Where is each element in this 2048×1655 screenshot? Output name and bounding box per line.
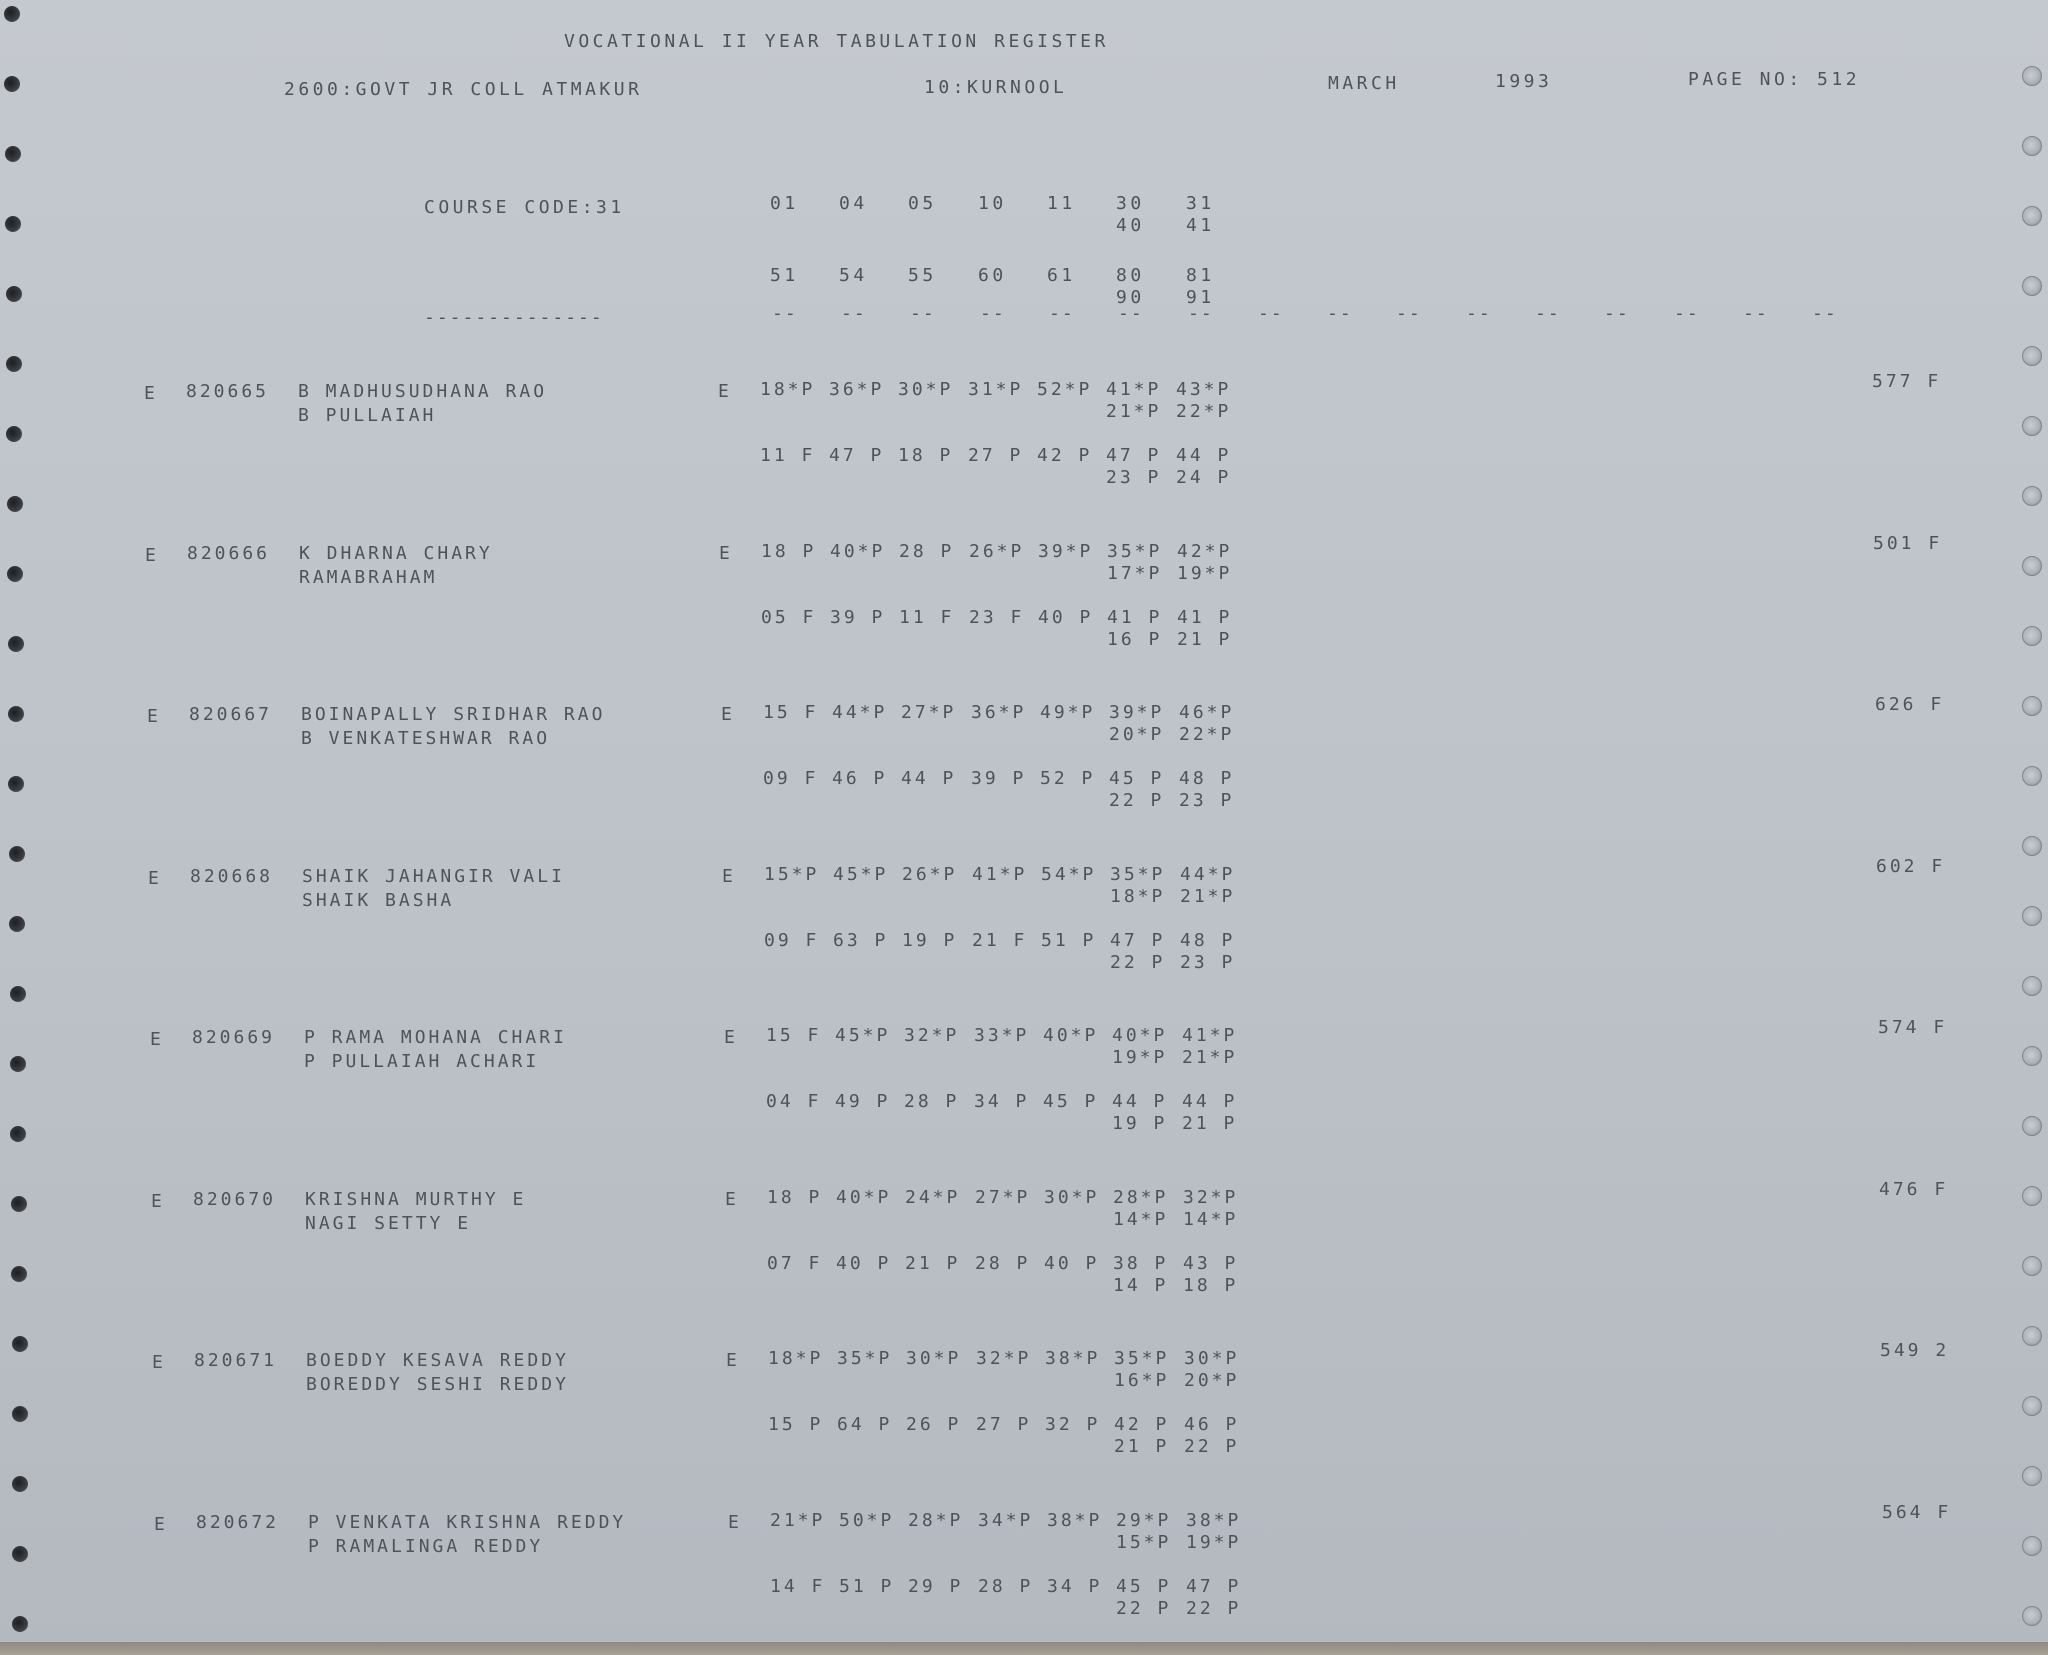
feed-hole	[6, 356, 22, 372]
subject-code: 30	[1116, 193, 1145, 214]
feed-hole	[2022, 206, 2042, 226]
feed-hole	[12, 1476, 28, 1492]
mark-cell: 21*P	[1106, 401, 1162, 422]
subject-code: 61	[1047, 265, 1076, 286]
mark-cell: 44 P	[901, 768, 957, 789]
total-result: 602 F	[1876, 856, 1946, 877]
feed-hole	[2022, 136, 2042, 156]
parent-name: P PULLAIAH ACHARI	[304, 1051, 540, 1072]
name-column-rule: --------------	[424, 307, 604, 328]
mark-cell: 40*P	[1112, 1025, 1168, 1046]
left-feed-holes	[0, 0, 40, 1655]
mark-cell: 21 P	[1182, 1113, 1238, 1134]
feed-hole	[2022, 1536, 2042, 1556]
feed-hole	[2022, 556, 2042, 576]
medium-code: E	[719, 543, 733, 564]
subject-code: 91	[1186, 287, 1215, 308]
mark-cell: 54*P	[1041, 864, 1097, 885]
mark-cell: 38*P	[1186, 1510, 1242, 1531]
mark-cell: 22 P	[1186, 1598, 1242, 1619]
parent-name: NAGI SETTY E	[305, 1213, 472, 1234]
mark-cell: 40*P	[830, 541, 886, 562]
feed-hole	[4, 6, 20, 22]
feed-hole	[11, 1266, 27, 1282]
mark-cell: 23 P	[1179, 790, 1235, 811]
mark-cell: 30*P	[1044, 1187, 1100, 1208]
feed-hole	[2022, 626, 2042, 646]
feed-hole	[2022, 1396, 2042, 1416]
mark-cell: 46 P	[832, 768, 888, 789]
mark-cell: 05 F	[761, 607, 817, 628]
student-name: B MADHUSUDHANA RAO	[298, 381, 548, 402]
column-rule: --	[841, 303, 867, 324]
mark-cell: 15 F	[763, 702, 819, 723]
mark-cell: 63 P	[833, 930, 889, 951]
feed-hole	[2022, 696, 2042, 716]
feed-hole	[5, 216, 21, 232]
mark-cell: 21*P	[1182, 1047, 1238, 1068]
mark-cell: 16 P	[1107, 629, 1163, 650]
subject-code: 04	[839, 193, 868, 214]
mark-cell: 45 P	[1043, 1091, 1099, 1112]
mark-cell: 40*P	[1043, 1025, 1099, 1046]
mark-cell: 15 F	[766, 1025, 822, 1046]
mark-cell: 44*P	[1180, 864, 1236, 885]
parent-name: B VENKATESHWAR RAO	[301, 728, 551, 749]
mark-cell: 52 P	[1040, 768, 1096, 789]
mark-cell: 20*P	[1184, 1370, 1240, 1391]
feed-hole	[11, 1196, 27, 1212]
mark-cell: 26*P	[969, 541, 1025, 562]
roll-number: 820665	[186, 381, 270, 402]
mark-cell: 17*P	[1107, 563, 1163, 584]
mark-cell: 26*P	[902, 864, 958, 885]
mark-cell: 15*P	[764, 864, 820, 885]
medium-code: E	[726, 1350, 740, 1371]
mark-cell: 45*P	[835, 1025, 891, 1046]
mark-cell: 28 P	[904, 1091, 960, 1112]
mark-cell: 28 P	[978, 1576, 1034, 1597]
mark-cell: 43 P	[1183, 1253, 1239, 1274]
mark-cell: 44 P	[1176, 445, 1232, 466]
mark-cell: 18 P	[761, 541, 817, 562]
mark-cell: 21 P	[1114, 1436, 1170, 1457]
column-rule: --	[1535, 303, 1561, 324]
mark-cell: 27*P	[975, 1187, 1031, 1208]
mark-cell: 29*P	[1116, 1510, 1172, 1531]
student-name: K DHARNA CHARY	[299, 543, 493, 564]
medium-code: E	[718, 381, 732, 402]
page-number: PAGE NO: 512	[1688, 69, 1861, 90]
roll-number: 820667	[189, 704, 273, 725]
roll-number: 820671	[194, 1350, 278, 1371]
subject-code: 11	[1047, 193, 1076, 214]
mark-cell: 07 F	[767, 1253, 823, 1274]
feed-hole	[6, 426, 22, 442]
mark-cell: 38 P	[1113, 1253, 1169, 1274]
mark-cell: 41 P	[1177, 607, 1233, 628]
mark-cell: 36*P	[829, 379, 885, 400]
mark-cell: 28 P	[899, 541, 955, 562]
mark-cell: 32*P	[904, 1025, 960, 1046]
mark-cell: 19*P	[1177, 563, 1233, 584]
feed-hole	[2022, 1116, 2042, 1136]
college-name: 2600:GOVT JR COLL ATMAKUR	[284, 79, 643, 100]
mark-cell: 18*P	[768, 1348, 824, 1369]
mark-cell: 31*P	[968, 379, 1024, 400]
mark-cell: 41*P	[1182, 1025, 1238, 1046]
feed-hole	[2022, 906, 2042, 926]
mark-cell: 47 P	[1186, 1576, 1242, 1597]
parent-name: RAMABRAHAM	[299, 567, 438, 588]
parent-name: BOREDDY SESHI REDDY	[306, 1374, 569, 1395]
mark-cell: 32 P	[1045, 1414, 1101, 1435]
subject-code: 10	[978, 193, 1007, 214]
subject-code: 90	[1116, 287, 1145, 308]
mark-cell: 16*P	[1114, 1370, 1170, 1391]
mark-cell: 34*P	[978, 1510, 1034, 1531]
subject-code: 41	[1186, 215, 1215, 236]
feed-hole	[2022, 416, 2042, 436]
mark-cell: 41*P	[972, 864, 1028, 885]
mark-cell: 41*P	[1106, 379, 1162, 400]
mark-cell: 19*P	[1186, 1532, 1242, 1553]
mark-cell: 27 P	[976, 1414, 1032, 1435]
mark-cell: 24 P	[1176, 467, 1232, 488]
feed-hole	[8, 706, 24, 722]
mark-cell: 11 F	[899, 607, 955, 628]
column-rule: --	[1396, 303, 1422, 324]
mark-cell: 21*P	[1180, 886, 1236, 907]
feed-hole	[2022, 346, 2042, 366]
stream-code: E	[154, 1514, 168, 1535]
student-name: P VENKATA KRISHNA REDDY	[308, 1512, 627, 1533]
mark-cell: 42 P	[1114, 1414, 1170, 1435]
column-rule: --	[772, 303, 798, 324]
feed-hole	[2022, 486, 2042, 506]
stream-code: E	[144, 383, 158, 404]
mark-cell: 23 F	[969, 607, 1025, 628]
mark-cell: 15 P	[768, 1414, 824, 1435]
subject-code: 51	[770, 265, 799, 286]
roll-number: 820670	[193, 1189, 277, 1210]
student-name: BOINAPALLY SRIDHAR RAO	[301, 704, 606, 725]
mark-cell: 39 P	[971, 768, 1027, 789]
mark-cell: 21*P	[770, 1510, 826, 1531]
feed-hole	[2022, 976, 2042, 996]
mark-cell: 18 P	[767, 1187, 823, 1208]
mark-cell: 49*P	[1040, 702, 1096, 723]
mark-cell: 34 P	[1047, 1576, 1103, 1597]
mark-cell: 44 P	[1182, 1091, 1238, 1112]
parent-name: B PULLAIAH	[298, 405, 437, 426]
column-rule: --	[980, 303, 1006, 324]
total-result: 577 F	[1872, 371, 1942, 392]
feed-hole	[2022, 276, 2042, 296]
mark-cell: 28 P	[975, 1253, 1031, 1274]
medium-code: E	[721, 704, 735, 725]
mark-cell: 15*P	[1116, 1532, 1172, 1553]
mark-cell: 22 P	[1110, 952, 1166, 973]
mark-cell: 35*P	[1107, 541, 1163, 562]
stream-code: E	[145, 545, 159, 566]
mark-cell: 35*P	[837, 1348, 893, 1369]
district-name: 10:KURNOOL	[924, 77, 1068, 98]
column-rule: --	[1049, 303, 1075, 324]
mark-cell: 36*P	[971, 702, 1027, 723]
feed-hole	[5, 146, 21, 162]
mark-cell: 19 P	[902, 930, 958, 951]
feed-hole	[12, 1406, 28, 1422]
medium-code: E	[722, 866, 736, 887]
mark-cell: 34 P	[974, 1091, 1030, 1112]
feed-hole	[7, 496, 23, 512]
feed-hole	[12, 1336, 28, 1352]
mark-cell: 19 P	[1112, 1113, 1168, 1134]
mark-cell: 21 F	[972, 930, 1028, 951]
mark-cell: 44*P	[832, 702, 888, 723]
column-rule: --	[1812, 303, 1838, 324]
mark-cell: 27*P	[901, 702, 957, 723]
mark-cell: 18*P	[760, 379, 816, 400]
mark-cell: 51 P	[1041, 930, 1097, 951]
mark-cell: 45 P	[1109, 768, 1165, 789]
mark-cell: 41 P	[1107, 607, 1163, 628]
mark-cell: 20*P	[1109, 724, 1165, 745]
student-name: SHAIK JAHANGIR VALI	[302, 866, 565, 887]
feed-hole	[12, 1546, 28, 1562]
total-result: 626 F	[1875, 694, 1945, 715]
roll-number: 820672	[196, 1512, 280, 1533]
medium-code: E	[728, 1512, 742, 1533]
column-rule: --	[1118, 303, 1144, 324]
stream-code: E	[147, 706, 161, 727]
mark-cell: 48 P	[1180, 930, 1236, 951]
mark-cell: 14 F	[770, 1576, 826, 1597]
mark-cell: 32*P	[1183, 1187, 1239, 1208]
column-rule: --	[1466, 303, 1492, 324]
mark-cell: 26 P	[906, 1414, 962, 1435]
column-rule: --	[1258, 303, 1284, 324]
parent-name: SHAIK BASHA	[302, 890, 455, 911]
mark-cell: 35*P	[1114, 1348, 1170, 1369]
mark-cell: 47 P	[1106, 445, 1162, 466]
feed-hole	[2022, 1466, 2042, 1486]
stream-code: E	[150, 1029, 164, 1050]
stream-code: E	[151, 1191, 165, 1212]
feed-hole	[12, 1616, 28, 1632]
mark-cell: 35*P	[1110, 864, 1166, 885]
mark-cell: 24*P	[905, 1187, 961, 1208]
mark-cell: 51 P	[839, 1576, 895, 1597]
mark-cell: 19*P	[1112, 1047, 1168, 1068]
feed-hole	[8, 636, 24, 652]
mark-cell: 50*P	[839, 1510, 895, 1531]
mark-cell: 28*P	[1113, 1187, 1169, 1208]
mark-cell: 27 P	[968, 445, 1024, 466]
mark-cell: 40 P	[1038, 607, 1094, 628]
mark-cell: 21 P	[1177, 629, 1233, 650]
mark-cell: 47 P	[829, 445, 885, 466]
mark-cell: 48 P	[1179, 768, 1235, 789]
mark-cell: 22*P	[1179, 724, 1235, 745]
feed-hole	[8, 776, 24, 792]
column-rule: --	[910, 303, 936, 324]
feed-hole	[2022, 1186, 2042, 1206]
subject-code: 54	[839, 265, 868, 286]
feed-hole	[2022, 766, 2042, 786]
feed-hole	[10, 986, 26, 1002]
feed-hole	[2022, 1606, 2042, 1626]
mark-cell: 38*P	[1045, 1348, 1101, 1369]
roll-number: 820666	[187, 543, 271, 564]
feed-hole	[2022, 1046, 2042, 1066]
mark-cell: 09 F	[764, 930, 820, 951]
mark-cell: 64 P	[837, 1414, 893, 1435]
mark-cell: 44 P	[1112, 1091, 1168, 1112]
mark-cell: 46 P	[1184, 1414, 1240, 1435]
feed-hole	[2022, 1256, 2042, 1276]
mark-cell: 40 P	[836, 1253, 892, 1274]
mark-cell: 30*P	[898, 379, 954, 400]
total-result: 549 2	[1880, 1340, 1950, 1361]
register-title: VOCATIONAL II YEAR TABULATION REGISTER	[564, 31, 1109, 52]
mark-cell: 33*P	[974, 1025, 1030, 1046]
parent-name: P RAMALINGA REDDY	[308, 1536, 544, 1557]
right-feed-holes	[2008, 0, 2048, 1655]
feed-hole	[2022, 1326, 2042, 1346]
total-result: 501 F	[1873, 533, 1943, 554]
mark-cell: 22 P	[1116, 1598, 1172, 1619]
mark-cell: 47 P	[1110, 930, 1166, 951]
feed-hole	[10, 1126, 26, 1142]
mark-cell: 14 P	[1113, 1275, 1169, 1296]
subject-code: 05	[908, 193, 937, 214]
column-rule: --	[1604, 303, 1630, 324]
mark-cell: 11 F	[760, 445, 816, 466]
student-name: P RAMA MOHANA CHARI	[304, 1027, 567, 1048]
mark-cell: 39*P	[1038, 541, 1094, 562]
mark-cell: 09 F	[763, 768, 819, 789]
paper-edge	[0, 1642, 2048, 1655]
mark-cell: 21 P	[905, 1253, 961, 1274]
mark-cell: 23 P	[1180, 952, 1236, 973]
mark-cell: 22*P	[1176, 401, 1232, 422]
feed-hole	[2022, 836, 2042, 856]
course-code: COURSE CODE:31	[424, 197, 625, 218]
mark-cell: 22 P	[1184, 1436, 1240, 1457]
feed-hole	[4, 76, 20, 92]
feed-hole	[9, 846, 25, 862]
student-name: KRISHNA MURTHY E	[305, 1189, 527, 1210]
subject-code: 81	[1186, 265, 1215, 286]
total-result: 574 F	[1878, 1017, 1948, 1038]
mark-cell: 45*P	[833, 864, 889, 885]
mark-cell: 14*P	[1183, 1209, 1239, 1230]
mark-cell: 40*P	[836, 1187, 892, 1208]
subject-code: 55	[908, 265, 937, 286]
mark-cell: 45 P	[1116, 1576, 1172, 1597]
mark-cell: 42 P	[1037, 445, 1093, 466]
mark-cell: 30*P	[906, 1348, 962, 1369]
mark-cell: 29 P	[908, 1576, 964, 1597]
column-rule: --	[1188, 303, 1214, 324]
mark-cell: 42*P	[1177, 541, 1233, 562]
feed-hole	[9, 916, 25, 932]
column-rule: --	[1327, 303, 1353, 324]
mark-cell: 22 P	[1109, 790, 1165, 811]
subject-code: 80	[1116, 265, 1145, 286]
mark-cell: 43*P	[1176, 379, 1232, 400]
mark-cell: 04 F	[766, 1091, 822, 1112]
mark-cell: 38*P	[1047, 1510, 1103, 1531]
feed-hole	[2022, 66, 2042, 86]
roll-number: 820669	[192, 1027, 276, 1048]
subject-code: 31	[1186, 193, 1215, 214]
mark-cell: 18*P	[1110, 886, 1166, 907]
stream-code: E	[148, 868, 162, 889]
subject-code: 60	[978, 265, 1007, 286]
mark-cell: 49 P	[835, 1091, 891, 1112]
stream-code: E	[152, 1352, 166, 1373]
mark-cell: 46*P	[1179, 702, 1235, 723]
feed-hole	[6, 286, 22, 302]
subject-code: 01	[770, 193, 799, 214]
mark-cell: 28*P	[908, 1510, 964, 1531]
feed-hole	[7, 566, 23, 582]
mark-cell: 39 P	[830, 607, 886, 628]
mark-cell: 30*P	[1184, 1348, 1240, 1369]
mark-cell: 40 P	[1044, 1253, 1100, 1274]
mark-cell: 23 P	[1106, 467, 1162, 488]
total-result: 476 F	[1879, 1179, 1949, 1200]
feed-hole	[10, 1056, 26, 1072]
subject-code: 40	[1116, 215, 1145, 236]
exam-month: MARCH	[1328, 73, 1400, 94]
mark-cell: 18 P	[898, 445, 954, 466]
medium-code: E	[724, 1027, 738, 1048]
mark-cell: 39*P	[1109, 702, 1165, 723]
student-name: BOEDDY KESAVA REDDY	[306, 1350, 569, 1371]
mark-cell: 18 P	[1183, 1275, 1239, 1296]
total-result: 564 F	[1882, 1502, 1952, 1523]
medium-code: E	[725, 1189, 739, 1210]
mark-cell: 32*P	[976, 1348, 1032, 1369]
column-rule: --	[1743, 303, 1769, 324]
column-rule: --	[1674, 303, 1700, 324]
exam-year: 1993	[1495, 71, 1553, 92]
roll-number: 820668	[190, 866, 274, 887]
mark-cell: 14*P	[1113, 1209, 1169, 1230]
mark-cell: 52*P	[1037, 379, 1093, 400]
